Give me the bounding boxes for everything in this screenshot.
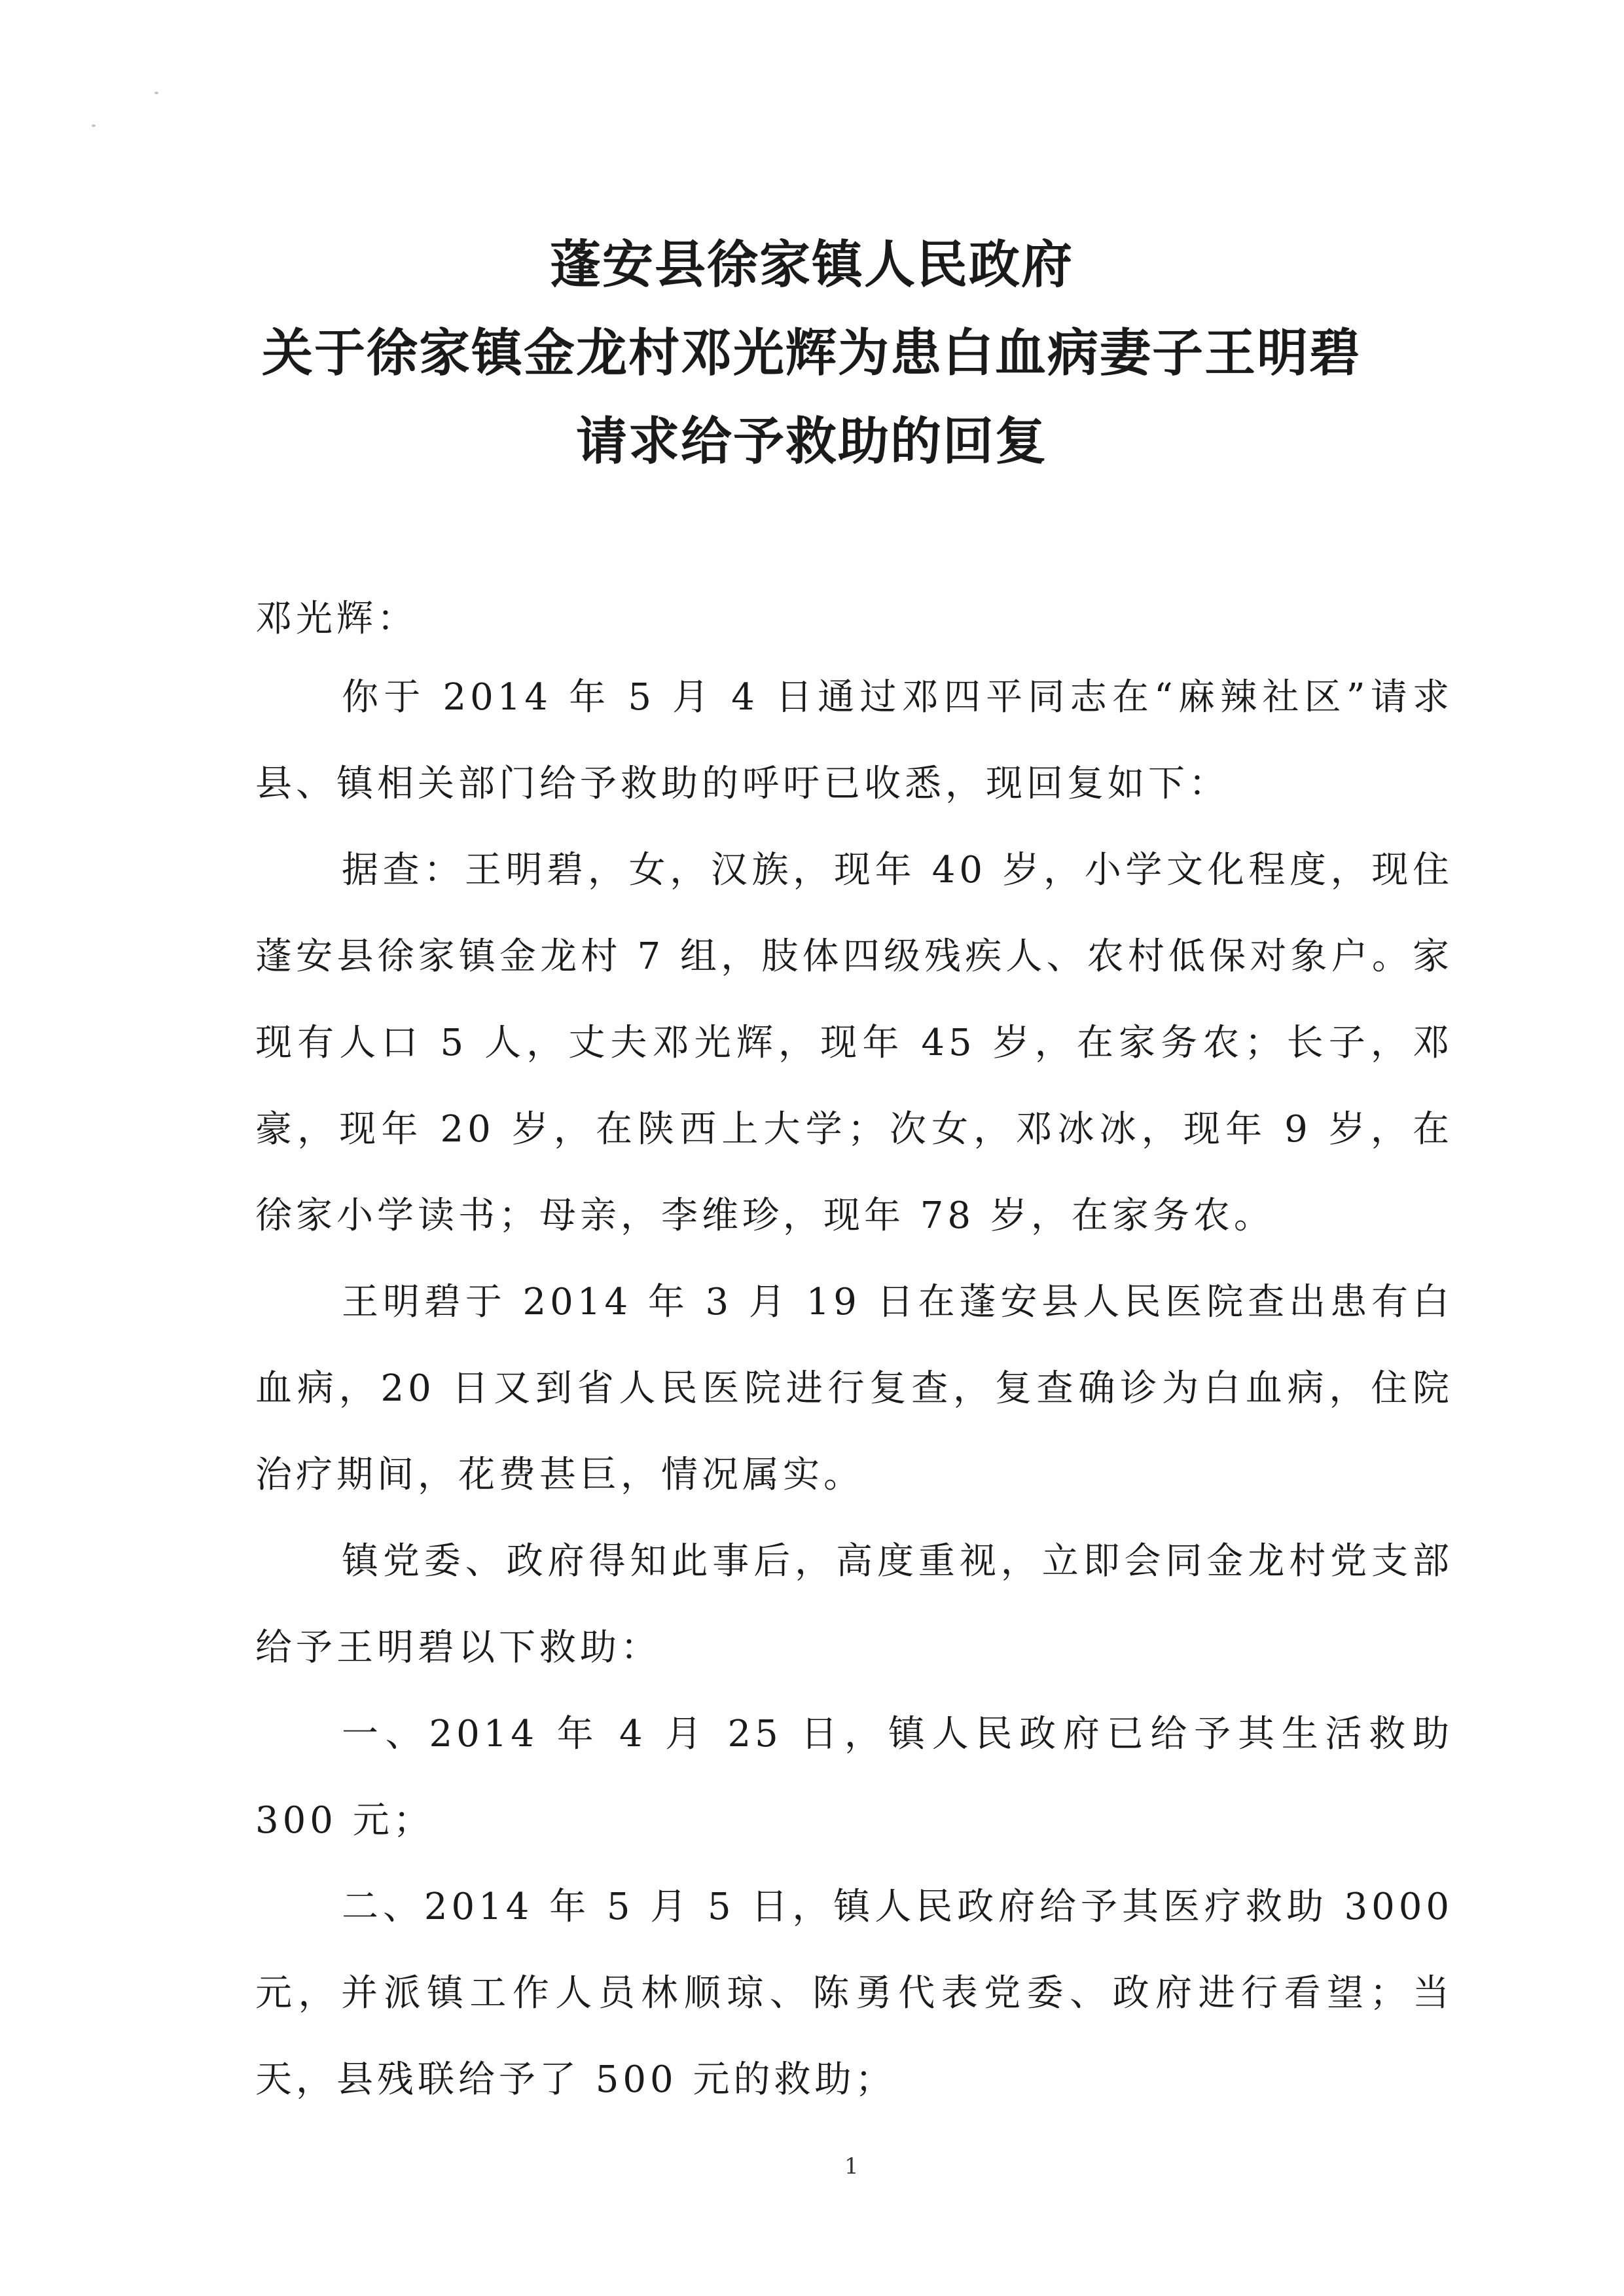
page-number: 1	[844, 2153, 859, 2179]
paragraph-text: 据查：王明碧，女，汉族，现年 40 岁，小学文化程度，现住蓬安县徐家镇金龙村 7 组，肢体四级残疾人、农村低保对象户。家现有人口 5 人，丈夫邓光辉，现年 45 岁，在家务农；长子，邓豪，现年 20 岁，在陕西上大学；次女，邓冰冰，现年 9 岁，在徐家小学读书；母亲，李维珍，现年 78 岁，在家务农。	[255, 849, 1453, 1237]
body-paragraph-3	[255, 1259, 1453, 1518]
body-paragraph-5	[255, 1691, 1453, 1864]
document-title-line-3: 请求给予救助的回复	[575, 412, 1047, 471]
scan-speck	[154, 92, 158, 94]
paragraph-text: 二、2014 年 5 月 5 日，镇人民政府给予其医疗救助 3000 元，并派镇工作人员林顺琼、陈勇代表党委、政府进行看望；当天，县残联给予了 500 元的救助；	[255, 1886, 1454, 2101]
body-paragraph-6	[255, 1864, 1453, 2123]
scan-speck	[92, 124, 96, 127]
paragraph-text: 镇党委、政府得知此事后，高度重视，立即会同金龙村党支部给予王明碧以下救助：	[255, 1540, 1453, 1669]
paragraph-text: 王明碧于 2014 年 3 月 19 日在蓬安县人民医院查出患有白血病，20 日又到省人民医院进行复查，复查确诊为白血病，住院治疗期间，花费甚巨，情况属实。	[255, 1281, 1453, 1496]
paragraph-text: 一、2014 年 4 月 25 日，镇人民政府已给予其生活救助 300 元；	[255, 1713, 1453, 1842]
document-title-line-2: 关于徐家镇金龙村邓光辉为患白血病妻子王明碧	[261, 324, 1362, 383]
body-paragraph-1	[255, 655, 1453, 827]
paragraph-text: 你于 2014 年 5 月 4 日通过邓四平同志在“麻辣社区”请求县、镇相关部门给予救助的呼吁已收悉，现回复如下：	[255, 676, 1453, 805]
document-title-line-1: 蓬安县徐家镇人民政府	[549, 236, 1074, 295]
body-paragraph-2	[255, 827, 1453, 1259]
salutation: 邓光辉：	[255, 598, 418, 640]
body-paragraph-4	[255, 1518, 1453, 1691]
